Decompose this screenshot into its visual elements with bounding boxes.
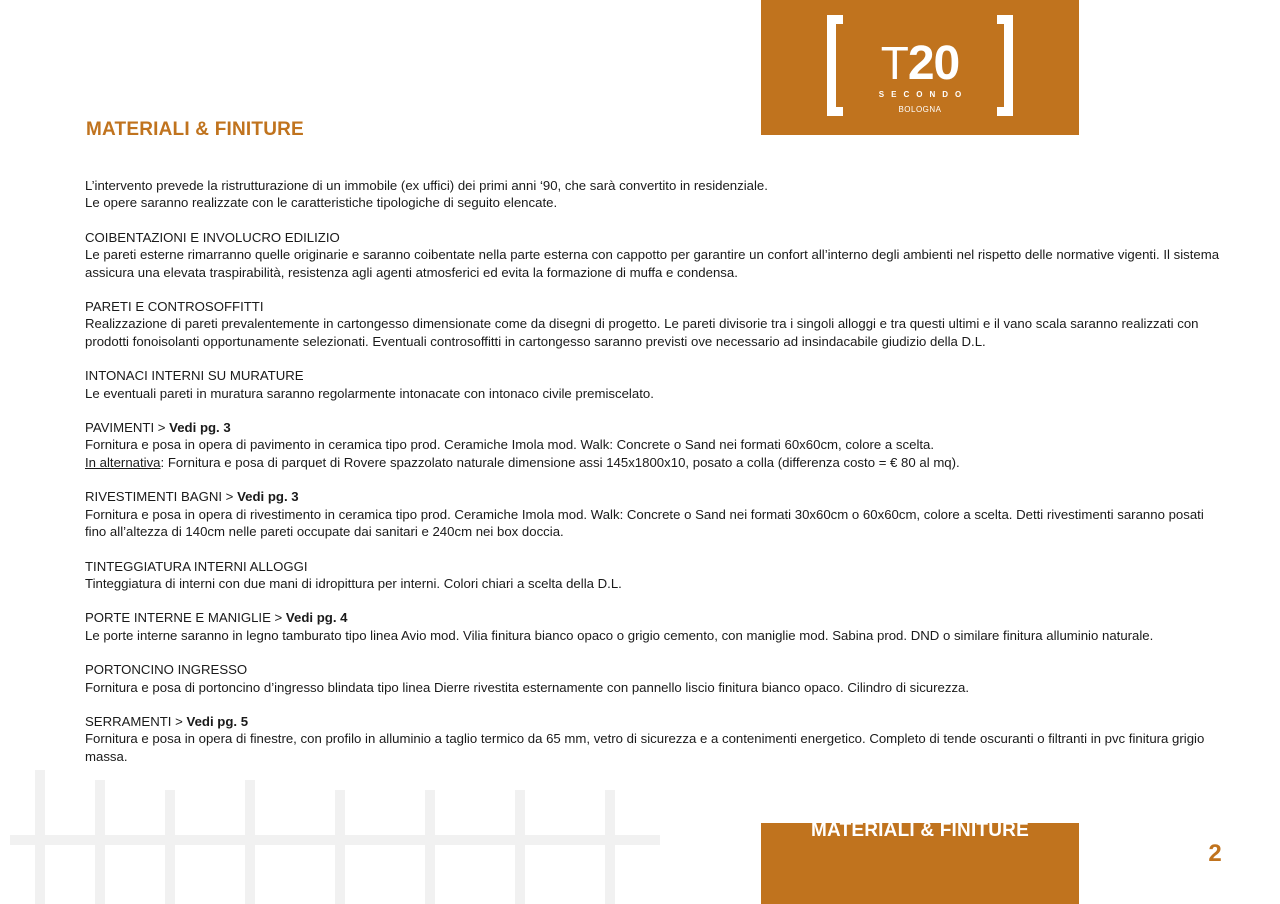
logo-letter: T: [880, 37, 908, 89]
section-pareti: [85, 298, 1225, 350]
section-heading-text: COIBENTAZIONI E INVOLUCRO EDILIZIO: [85, 229, 340, 245]
section-heading: [85, 558, 1225, 575]
logo-city: BOLOGNA: [898, 105, 942, 114]
section-heading-text: RIVESTIMENTI BAGNI >: [85, 489, 238, 505]
section-heading-text: INTONACI INTERNI SU MURATURE: [85, 368, 304, 384]
section-heading: [85, 367, 1225, 384]
section-heading: [85, 229, 1225, 246]
section-heading: [85, 713, 1225, 730]
section-text: Fornitura e posa in opera di rivestimento in ceramica tipo prod. Ceramiche Imola mod. Walk: Concrete o Sand nei formati 30x60cm o 60x60cm, colore a scelta. Detti rivestimenti saranno posati fino all’altezza di 140cm nelle pareti occupate dai sanitari e 240cm nei box doccia.: [85, 506, 1204, 540]
page-reference: Vedi pg. 3: [237, 489, 299, 505]
section-heading-text: PORTONCINO INGRESSO: [85, 662, 248, 678]
section-portoncino: [85, 661, 1225, 696]
section-text: Fornitura e posa di portoncino d’ingresso blindata tipo linea Dierre rivestita esternamente con pannello liscio finitura bianco opaco. Cilindro di sicurezza.: [85, 679, 970, 695]
section-text: Le eventuali pareti in muratura saranno regolarmente intonacate con intonaco civile premiscelato.: [85, 385, 654, 401]
logo-subtitle: SECONDO: [878, 90, 969, 99]
logo-block: [761, 0, 1079, 135]
section-heading-text: TINTEGGIATURA INTERNI ALLOGGI: [85, 558, 308, 574]
logo-wordmark: [761, 37, 1079, 90]
section-porte: [85, 609, 1225, 644]
alternative-text: : Fornitura e posa di parquet di Rovere spazzolato naturale dimensione assi 145x1800x10, posato a colla (differenza costo = € 80 al mq).: [160, 454, 960, 470]
section-alternative: [85, 454, 1225, 471]
intro-paragraph: [85, 177, 1225, 212]
page-reference: Vedi pg. 5: [186, 713, 249, 729]
footer-label: MATERIALI & FINITURE: [811, 820, 1029, 841]
section-heading: [85, 661, 1225, 678]
building-watermark: [10, 770, 660, 904]
section-heading: [85, 419, 1225, 436]
intro-line: Le opere saranno realizzate con le caratteristiche tipologiche di seguito elencate.: [85, 195, 558, 211]
section-heading-text: PARETI E CONTROSOFFITTI: [85, 299, 264, 315]
section-heading: [85, 488, 1225, 505]
section-heading-text: SERRAMENTI >: [85, 713, 187, 729]
page-reference: Vedi pg. 4: [285, 610, 348, 626]
section-coibentazioni: [85, 229, 1225, 281]
section-text: Le pareti esterne rimarranno quelle originarie e saranno coibentate nella parte esterna con cappotto per garantire un confort all’interno degli ambienti nel rispetto delle normative vigenti. Il sistema assicura una elevata traspirabilità, resistenza agli agenti atmosferici ed evita la formazione di muffa e condensa.: [85, 247, 1220, 280]
logo-number: 20: [907, 37, 960, 90]
section-intonaci: [85, 367, 1225, 402]
section-text: Realizzazione di pareti prevalentemente in cartongesso dimensionate come da disegni di progetto. Le pareti divisorie tra i singoli alloggi e tra questi ultimi e il vano scala saranno realizzati con prodotti fonoisolanti opportunamente selezionati. Eventuali controsoffitti in cartongesso saranno previsti ove necessario ad insindacabile giudizio della D.L.: [85, 316, 1199, 349]
alternative-label: In alternativa: [85, 454, 161, 470]
section-serramenti: [85, 713, 1225, 765]
section-text: Fornitura e posa in opera di finestre, con profilo in alluminio a taglio termico da 65 mm, vetro di sicurezza e a contenimenti energetico. Completo di tende oscuranti o filtranti in pvc finitura grigio massa.: [85, 731, 1205, 764]
section-text: Fornitura e posa in opera di pavimento in ceramica tipo prod. Ceramiche Imola mod. Walk: Concrete o Sand nei formati 60x60cm, colore a scelta.: [85, 437, 935, 453]
section-heading-text: PORTE INTERNE E MANIGLIE >: [85, 610, 286, 626]
section-text: Le porte interne saranno in legno tamburato tipo linea Avio mod. Vilia finitura bianco opaco o grigio cemento, con maniglie mod. Sabina prod. DND o similare finitura alluminio naturale.: [85, 627, 1154, 643]
document-body: [85, 177, 1225, 765]
section-pavimenti: [85, 419, 1225, 471]
section-heading-text: PAVIMENTI >: [85, 420, 170, 436]
intro-line: L’intervento prevede la ristrutturazione di un immobile (ex uffici) dei primi anni ‘90, che sarà convertito in residenziale.: [85, 178, 768, 193]
footer-block: [761, 820, 1079, 904]
section-text: Tinteggiatura di interni con due mani di idropittura per interni. Colori chiari a scelta della D.L.: [85, 575, 622, 591]
section-rivestimenti: [85, 488, 1225, 540]
page-title: MATERIALI & FINITURE: [86, 119, 304, 140]
section-tinteggiatura: [85, 558, 1225, 593]
page-number: 2: [1208, 840, 1222, 867]
section-heading: [85, 298, 1225, 315]
section-heading: [85, 609, 1225, 626]
page-reference: Vedi pg. 3: [169, 420, 231, 436]
